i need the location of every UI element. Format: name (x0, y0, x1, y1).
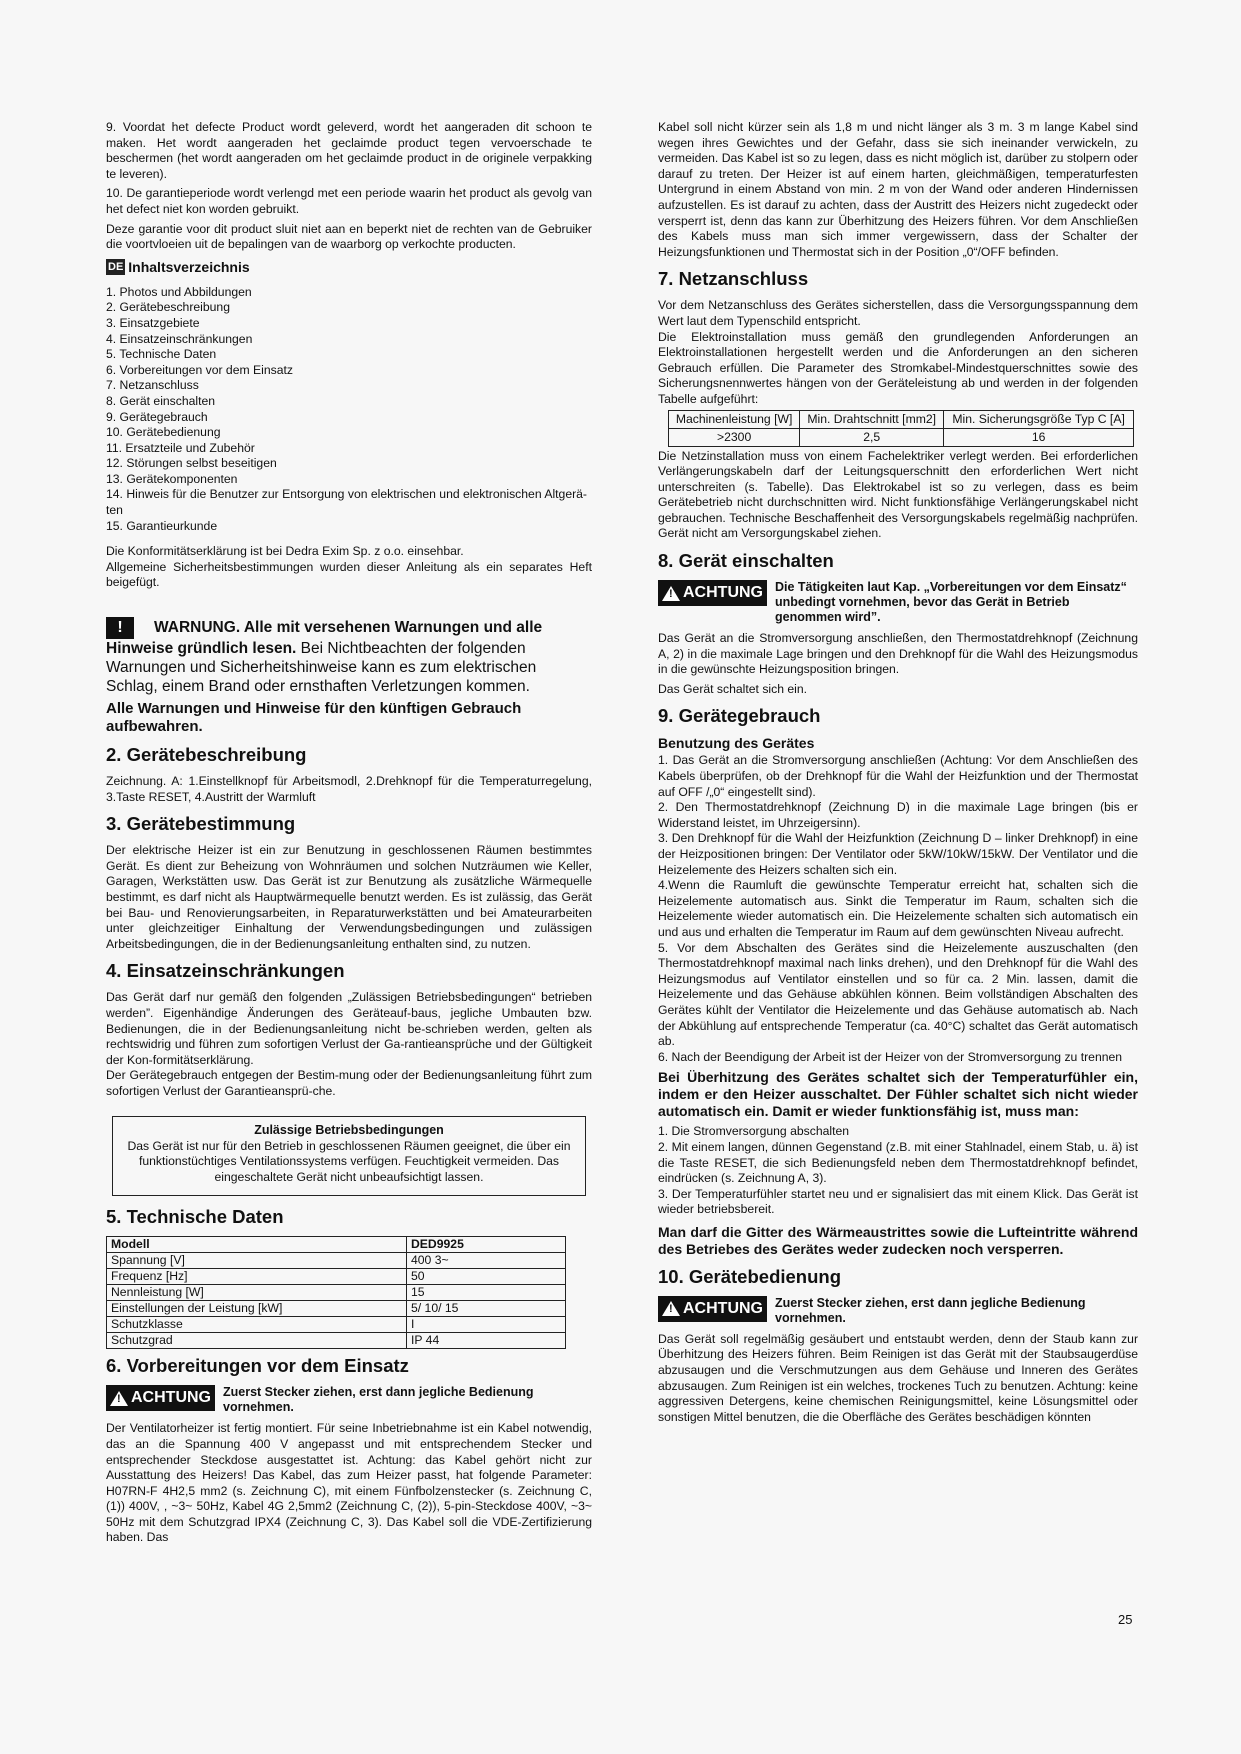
operating-conditions-title: Zulässige Betriebsbedingungen (254, 1122, 444, 1137)
technical-data-table (106, 1236, 566, 1349)
toc-item: 3. Einsatzgebiete (106, 315, 200, 330)
section-2-text: Zeichnung. A: 1.Einstellknopf für Arbeitsmodl, 2.Drehknopf für die Temperaturregelung, 3.Taste RESET, 4.Austritt der Warmluft (106, 774, 592, 804)
section-5-title: 5. Technische Daten (106, 1206, 284, 1228)
table-cell: 15 (407, 1285, 566, 1301)
de-language-badge: DE (108, 260, 124, 273)
list-item: 5. Vor dem Abschalten des Gerätes sind die Heizelemente auszuschalten (den Thermostatdrehknopf maximal nach links drehen), und den Drehknopf für die Wahl des Heizungsmodus auf Ventilator einstellen und so für ca. 2 Min. lassen, damit die Heizelemente und das Gehäuse abkühlen können. Beim vollständigen Abschalten des Gerätes kühlt der Ventilator die Heizelemente und das Gehäuse automatisch ab. Nach der Abkühlung auf entsprechende Temperatur (ca. 40°C) schaltet das Gerät automatisch ab. (658, 940, 1138, 1049)
table-row (107, 1253, 566, 1269)
achtung-notice (658, 580, 1138, 625)
table-cell: >2300 (669, 428, 800, 446)
toc-item: 6. Vorbereitungen vor dem Einsatz (106, 362, 293, 377)
conformity-note: Die Konformitätserklärung ist bei Dedra Exim Sp. z o.o. einsehbar. (106, 544, 464, 559)
achtung-label: ACHTUNG (131, 1389, 211, 1407)
safety-note: Allgemeine Sicherheitsbestimmungen wurden dieser Anleitung als ein separates Heft beigefügt. (106, 559, 592, 590)
table-header-cell: Min. Drahtschnitt [mm2] (800, 410, 944, 428)
table-row (107, 1333, 566, 1349)
table-cell: Schutzgrad (107, 1333, 407, 1349)
right-column (658, 120, 1138, 1429)
list-item: 3. Den Drehknopf für die Wahl der Heizfunktion (Zeichnung D – linker Drehknopf) in eine der Heizpositionen bringen: Der Ventilator oder 5kW/10kW/15kW. Der Ventilator und die Heizelemente des Heizers schalten sich ein. (658, 831, 1138, 877)
operating-conditions-text: Das Gerät ist nur für den Betrieb in geschlossenen Räumen geeignet, die über ein funktionstüchtiges Ventilationssystems verfügen. Feuchtigkeit vermeiden. Das eingeschaltete Gerät nicht unbeaufsichtigt lassen. (127, 1138, 571, 1184)
warning-bold-text: . Alle mit versehenen Warnungen und alle Hinweise gründlich lesen. (106, 619, 543, 658)
section-9-subtitle: Benutzung des Gerätes (658, 735, 815, 752)
section-7-title: 7. Netzanschluss (658, 268, 809, 290)
toc-heading (106, 259, 592, 275)
nl-paragraph-10: 10. De garantieperiode wordt verlengd met een periode waarin het product als gevolg van het defect niet kon worden gebruikt. (106, 186, 592, 216)
achtung-label: ACHTUNG (683, 584, 763, 602)
warning-triangle-icon: ! (662, 586, 680, 601)
toc-item: 11. Ersatzteile und Zubehör (106, 440, 255, 455)
section-7-text-3: Die Netzinstallation muss von einem Fachelektriker verlegt werden. Bei erforderlichen Verlängerungskabeln darf der Leitungsquerschnitt den erforderlichen Wert nicht unterschreiten (s. Tabelle). Das Elektrokabel ist so zu verlegen, dass es beim Gerätebetrieb nicht durchschnitten wird. Nicht funktionsfähige Verlängerungskabel nicht gebrauchen. Technische Beschaffenheit des Versorgungskabels regelmäßig nachprüfen. Gerät nicht am Versorgungskabel ziehen. (658, 448, 1138, 541)
operating-conditions-box (112, 1116, 586, 1197)
toc-item: 12. Störungen selbst beseitigen (106, 456, 277, 471)
table-cell: Schutzklasse (107, 1317, 407, 1333)
table-header-row (107, 1237, 566, 1253)
list-item: 4.Wenn die Raumluft die gewünschte Temperatur erreicht hat, schalten sich die Heizelemente automatisch aus. Sinkt die Temperatur im Raum, schalten sich die Heizelemente wieder automatisch ein. Die Heizelemente schalten sich automatisch ein und aus und erhalten die Temperatur im Raum auf dem gewünschten Niveau aufrecht. (658, 878, 1138, 939)
toc-item: 1. Photos und Abbildungen (106, 284, 252, 299)
list-item: 3. Der Temperaturfühler startet neu und er signalisiert das mit einem Klick. Das Gerät ist wieder betriebsbereit. (658, 1186, 1138, 1217)
section-6-text: Der Ventilatorheizer ist fertig montiert. Für seine Inbetriebnahme ist ein Kabel notwendig, das an die Spannung 400 V angepasst und mit entsprechendem Stecker und entsprechender Steckdose ausgestattet ist. Achtung: das Kabel gehört nicht zur Ausstattung des Heizers! Das Kabel, das zum Heizer passt, hat folgende Parameter: H07RN-F 4H2,5 mm2 (s. Zeichnung C), mit einem Fünfbolzenstecker (s. Zeichnung C, (1)) 400V, , ~3~ 50Hz, Kabel 4G 2,5mm2 (Zeichnung C, (2)), 5-pin-Steckdose 400V, ~3~ 50Hz mit dem Schutzgrad IPX4 (Zeichnung C, 3). Das Kabel soll die VDE-Zertifizierung haben. Das (106, 1421, 592, 1545)
section-8-title: 8. Gerät einschalten (658, 550, 834, 572)
achtung-badge (658, 580, 767, 606)
table-cell: Frequenz [Hz] (107, 1269, 407, 1285)
section-7-text-1: Vor dem Netzanschluss des Gerätes sicherstellen, dass die Versorgungsspannung dem Wert laut dem Typenschild entspricht. (658, 298, 1138, 328)
toc-item: 13. Gerätekomponenten (106, 471, 238, 486)
table-cell: 5/ 10/ 15 (407, 1301, 566, 1317)
left-column (106, 120, 592, 1550)
section-8-text-1: Das Gerät an die Stromversorgung anschließen, den Thermostatdrehknopf (Zeichnung A, 2) in die maximale Lage bringen und den Drehknopf für die Wahl des Heizungsmodus in die gewünschte Heizungsposition bringen. (658, 631, 1138, 677)
table-cell: 2,5 (800, 428, 944, 446)
section-3-text: Der elektrische Heizer ist ein zur Benutzung in geschlossenen Räumen bestimmtes Gerät. Es dient zur Beheizung von Wohnräumen und solchen Nutzräumen wie Keller, Garagen, Werkstätten usw. Das Gerät ist zur Benutzung als zusätzliche Wärmequelle bestimmt, es darf nicht als Hauptwärmequelle benutzt werden. Es ist zulässig, das Gerät bei Bau- und Renovierungsarbeiten, in Reparaturwerkstätten und bei Amateurarbeiten unter gleichzeitiger Einhaltung der Verwendungsbedingungen und zulässigen Arbeitsbedingungen, die in der Bedienungsanleitung enthalten sind, zu nutzen. (106, 843, 592, 951)
table-header-cell: Machinenleistung [W] (669, 410, 800, 428)
nl-paragraph-guarantee: Deze garantie voor dit product sluit niet aan en beperkt niet de rechten van de Gebruiker die voortvloeien uit de bepalingen van de waarborg op verkochte producten. (106, 221, 592, 252)
toc-item: 15. Garantieurkunde (106, 518, 218, 533)
section-4-text: Das Gerät darf nur gemäß den folgenden „Zulässigen Betriebsbedingungen“ betrieben werden”. Eigenhändige Änderungen des Geräteauf-baus, jegliche Umbauten bzw. Bedienungen, die in der Bedienungsanleitung nicht be-schrieben werden, gelten als rechtswidrig und führen zum sofortigen Verlust der Ga-rantieansprüche und der Gültigkeit der Kon-formitätserklärung. (106, 990, 592, 1067)
table-row (107, 1285, 566, 1301)
table-cell: IP 44 (407, 1333, 566, 1349)
overheat-note: Bei Überhitzung des Gerätes schaltet sich der Temperaturfühler ein, indem er den Heizer ausschaltet. Der Fühler schaltet sich nicht wieder automatisch ein. Damit er wieder funktionsfähig ist, muss man: (658, 1069, 1138, 1120)
section-10-title: 10. Gerätebedienung (658, 1265, 841, 1287)
section-7-text-2: Die Elektroinstallation muss gemäß den grundlegenden Anforderungen an Elektroinstallationen hergestellt werden und die Anforderungen an den sicheren Gebrauch erfüllen. Die Parameter des Stromkabel-Mindestquerschnittes sowie des Sicherungsnennwertes hängen von der Geräteleistung ab und werden in der folgenden Tabelle aufgeführt: (658, 329, 1138, 406)
achtung-label: ACHTUNG (683, 1299, 763, 1317)
grill-note: Man darf die Gitter des Wärmeaustrittes sowie die Lufteintritte während des Betriebes des Gerätes weder zudecken noch versperren. (658, 1223, 1138, 1257)
warning-text: Bei Nichtbeachten der folgenden Warnungen und Sicherheitshinweise kann es zum elektrischen Schlag, einem Brand oder ernsthaften Verletzungen kommen. (106, 640, 537, 696)
table-cell: Spannung [V] (107, 1253, 407, 1269)
warning-triangle-icon: ! (662, 1301, 680, 1316)
table-cell: Nennleistung [W] (107, 1285, 407, 1301)
section-8-text-2: Das Gerät schaltet sich ein. (658, 681, 808, 696)
toc-item: 8. Gerät einschalten (106, 393, 216, 408)
table-header-cell: DED9925 (407, 1237, 566, 1253)
table-row (107, 1301, 566, 1317)
table-row (669, 428, 1134, 446)
section-6-title: 6. Vorbereitungen vor dem Einsatz (106, 1355, 409, 1377)
toc-item: 5. Technische Daten (106, 347, 217, 362)
table-cell: Einstellungen der Leistung [kW] (107, 1301, 407, 1317)
network-table (668, 410, 1134, 447)
achtung-text: Die Tätigkeiten laut Kap. „Vorbereitungen vor dem Einsatz“ unbedingt vornehmen, bevor das Gerät in Betrieb genommen wird”. (775, 580, 1127, 625)
list-item: 6. Nach der Beendigung der Arbeit ist der Heizer von der Stromversorgung zu trennen (658, 1049, 1123, 1064)
table-cell: I (407, 1317, 566, 1333)
nl-paragraph-9: 9. Voordat het defecte Product wordt geleverd, wordt het aangeraden dit schoon te maken. Het wordt aangeraden het geclaimde product tegen vervoerschade te beschermen (het wordt aangeraden om het geclaimde product in de originele verpakking te leveren). (106, 120, 592, 181)
toc-item: 4. Einsatzeinschränkungen (106, 331, 253, 346)
cable-continuation-text: Kabel soll nicht kürzer sein als 1,8 m und nicht länger als 3 m. 3 m lange Kabel sind wegen ihres Gewichtes und der Gefahr, dass sie sich ineinander verwickeln, zu vermeiden. Das Kabel ist so zu legen, dass es nicht möglich ist, darüber zu stolpern oder darauf zu treten. Der Heizer ist auf einem harten, gleichmäßigen, temperaturfesten Untergrund in einem Abstand von min. 2 m von der Wand oder anderen Hindernissen aufzustellen. Es ist darauf zu achten, dass der Austritt des Heizers nicht zugedeckt oder versperrt ist, denn das kann zur Überhitzung des Heizers führen. Vor dem Anschließen des Kabels muss man sich immer vergewissern, dass der Schalter der Heizungsfunktionen und Thermostat sich in der Position „0“/OFF befinden. (658, 120, 1138, 259)
section-4-text-2: Der Gerätegebrauch entgegen der Bestim-mung oder der Bedienungsanleitung führt zum sofortigen Verlust der Garantieansprü-che. (106, 1068, 592, 1098)
table-header-cell: Modell (107, 1237, 407, 1253)
toc-item: 10. Gerätebedienung (106, 425, 221, 440)
warning-head: WARNUNG (154, 619, 236, 637)
table-cell: 400 3~ (407, 1253, 566, 1269)
list-item: 2. Den Thermostatdrehknopf (Zeichnung D) in die maximale Lage bringen (bis er Widerstand leistet, im Uhrzeigersinn). (658, 800, 1138, 830)
toc-item: 7. Netzanschluss (106, 378, 199, 393)
section-3-title: 3. Gerätebestimmung (106, 813, 296, 835)
table-row (107, 1269, 566, 1285)
warning-keep-note: Alle Warnungen und Hinweise für den künftigen Gebrauch aufbewahren. (106, 700, 522, 736)
toc-item: 14. Hinweis für die Benutzer zur Entsorgung von elektrischen und elektronischen Altgerä-ten (106, 487, 587, 518)
table-of-contents (106, 285, 592, 535)
toc-item: 2. Gerätebeschreibung (106, 300, 230, 315)
page-number: 25 (1118, 1612, 1133, 1627)
warning-triangle-icon: ! (106, 617, 134, 639)
section-2-title: 2. Gerätebeschreibung (106, 744, 307, 766)
section-9-title: 9. Gerätegebrauch (658, 705, 821, 727)
table-row (107, 1317, 566, 1333)
achtung-notice (106, 1385, 592, 1415)
table-cell: 50 (407, 1269, 566, 1285)
list-item: 1. Das Gerät an die Stromversorgung anschließen (Achtung: Vor dem Anschließen des Kabels überprüfen, ob der Drehknopf für die Wahl der Heizfunktion und der Thermostat auf OFF /„0“ eingestellt sind). (658, 753, 1138, 799)
section-4-title: 4. Einsatzeinschränkungen (106, 960, 345, 982)
warning-triangle-icon: ! (110, 1391, 128, 1406)
achtung-notice (658, 1296, 1138, 1326)
toc-item: 9. Gerätegebrauch (106, 409, 208, 424)
table-cell: 16 (944, 428, 1134, 446)
achtung-text: Zuerst Stecker ziehen, erst dann jegliche Bedienung vornehmen. (223, 1385, 534, 1415)
achtung-badge (106, 1385, 215, 1411)
achtung-text: Zuerst Stecker ziehen, erst dann jegliche Bedienung vornehmen. (775, 1295, 1086, 1325)
list-item: 1. Die Stromversorgung abschalten (658, 1124, 850, 1139)
toc-title: Inhaltsverzeichnis (128, 258, 250, 275)
warning-block (106, 617, 592, 696)
table-header-cell: Min. Sicherungsgröße Typ C [A] (944, 410, 1134, 428)
table-header-row (669, 410, 1134, 428)
section-10-text: Das Gerät soll regelmäßig gesäubert und entstaubt werden, denn der Staub kann zur Überhitzung des Heizers führen. Beim Reinigen ist das Gerät mit der Staubsaugerdüse abzusaugen und die Verschmutzungen aus dem Gehäuse und Inneren des Gerätes abzusaugen. Zum Reinigen ist ein welches, trockenes Tuch zu benutzen. Achtung: keine aggressiven Detergens, keine chemischen Reinigungsmittel, keine Lösungsmittel oder sonstigen Mittel benutzen, die die Oberfläche des Gerätes beschädigen könnten (658, 1331, 1138, 1424)
list-item: 2. Mit einem langen, dünnen Gegenstand (z.B. mit einer Stahlnadel, einem Stab, u. ä) ist die Taste RESET, die sich Bedienungsfeld neben dem Thermostatdrehknopf befindet, eindrücken (s. Zeichnung A, 3). (658, 1139, 1138, 1186)
achtung-badge (658, 1296, 767, 1322)
